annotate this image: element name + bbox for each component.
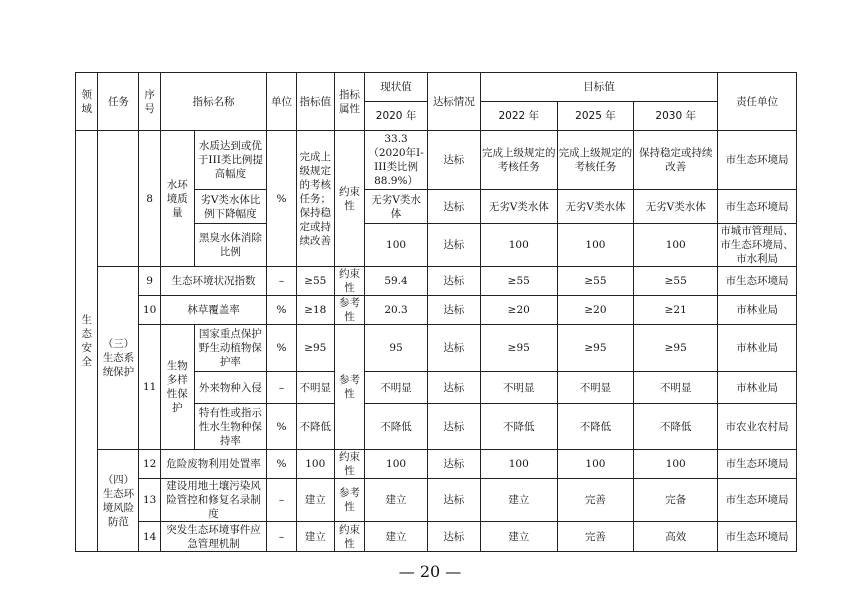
status-cell: 达标 xyxy=(427,296,480,325)
header-task: 任务 xyxy=(98,73,139,131)
target-2022: 建立 xyxy=(480,479,557,522)
status-cell: 达标 xyxy=(427,372,480,404)
header-current: 现状值 xyxy=(365,73,427,102)
current-value: 100 xyxy=(365,450,427,479)
target-2025: 完成上级规定的考核任务 xyxy=(557,131,634,190)
seq-cell: 10 xyxy=(139,296,160,325)
header-attribute: 指标属性 xyxy=(334,73,365,131)
indicator-name: 外来物种入侵 xyxy=(194,372,267,404)
responsible-dept: 市生态环境局 xyxy=(718,479,797,522)
indicator-value: ≥55 xyxy=(296,267,334,296)
status-cell: 达标 xyxy=(427,267,480,296)
responsible-dept: 市林业局 xyxy=(718,325,797,372)
current-value: 不降低 xyxy=(365,404,427,450)
attribute-cell: 参考性 xyxy=(334,325,365,450)
header-year-2020: 2020 年 xyxy=(365,102,427,131)
target-2022: 完成上级规定的考核任务 xyxy=(480,131,557,190)
seq-cell: 8 xyxy=(139,131,160,267)
indicator-name: 生态环境状况指数 xyxy=(160,267,266,296)
target-2025: 100 xyxy=(557,224,634,267)
current-value: 33.3（2020年I-III类比例88.9%） xyxy=(365,131,427,190)
target-2025: 完善 xyxy=(557,479,634,522)
target-2022: 100 xyxy=(480,450,557,479)
target-2025: 100 xyxy=(557,450,634,479)
current-value: 不明显 xyxy=(365,372,427,404)
indicator-name: 林草覆盖率 xyxy=(160,296,266,325)
indicator-name: 特有性或指示性水生物种保持率 xyxy=(194,404,267,450)
status-cell: 达标 xyxy=(427,404,480,450)
target-2022: 不降低 xyxy=(480,404,557,450)
target-2030: ≥21 xyxy=(634,296,718,325)
indicator-value: 100 xyxy=(296,450,334,479)
header-year-2022: 2022 年 xyxy=(480,102,557,131)
current-value: 20.3 xyxy=(365,296,427,325)
indicator-value: ≥95 xyxy=(296,325,334,372)
group-water: 水环境质量 xyxy=(160,131,194,267)
target-2030: 100 xyxy=(634,450,718,479)
target-2030: ≥55 xyxy=(634,267,718,296)
target-2025: 不降低 xyxy=(557,404,634,450)
status-cell: 达标 xyxy=(427,190,480,224)
status-cell: 达标 xyxy=(427,224,480,267)
target-2022: ≥20 xyxy=(480,296,557,325)
seq-cell: 11 xyxy=(139,325,160,450)
seq-cell: 14 xyxy=(139,522,160,552)
domain-cell: 生态安全 xyxy=(76,131,98,552)
responsible-dept: 市林业局 xyxy=(718,296,797,325)
current-value: 100 xyxy=(365,224,427,267)
header-year-2030: 2030 年 xyxy=(634,102,718,131)
target-2030: 不明显 xyxy=(634,372,718,404)
target-2025: 完善 xyxy=(557,522,634,552)
task-cell: （三）生态系统保护 xyxy=(98,267,139,450)
current-value: 无劣Ⅴ类水体 xyxy=(365,190,427,224)
attribute-cell: 约束性 xyxy=(334,522,365,552)
header-unit: 单位 xyxy=(267,73,297,131)
unit-cell: % xyxy=(267,325,297,372)
seq-cell: 9 xyxy=(139,267,160,296)
seq-cell: 13 xyxy=(139,479,160,522)
header-year-2025: 2025 年 xyxy=(557,102,634,131)
header-responsible: 责任单位 xyxy=(718,73,797,131)
unit-cell: – xyxy=(267,479,297,522)
target-2030: 完备 xyxy=(634,479,718,522)
indicator-name: 劣Ⅴ类水体比例下降幅度 xyxy=(194,190,267,224)
attribute-cell: 约束性 xyxy=(334,450,365,479)
attribute-cell: 参考性 xyxy=(334,479,365,522)
responsible-dept: 市生态环境局 xyxy=(718,267,797,296)
target-2025: 无劣Ⅴ类水体 xyxy=(557,190,634,224)
indicator-name: 黑臭水体消除比例 xyxy=(194,224,267,267)
header-domain: 领域 xyxy=(76,73,98,131)
responsible-dept: 市生态环境局 xyxy=(718,522,797,552)
indicator-name: 突发生态环境事件应急管理机制 xyxy=(160,522,266,552)
unit-cell: % xyxy=(267,296,297,325)
target-2022: 不明显 xyxy=(480,372,557,404)
attribute-cell: 参考性 xyxy=(334,296,365,325)
status-cell: 达标 xyxy=(427,325,480,372)
responsible-dept: 市生态环境局 xyxy=(718,450,797,479)
indicator-name: 水质达到或优于III类比例提高幅度 xyxy=(194,131,267,190)
indicator-value: 完成上级规定的考核任务；保持稳定或持续改善 xyxy=(296,131,334,267)
indicator-name: 建设用地土壤污染风险管控和修复名录制度 xyxy=(160,479,266,522)
current-value: 建立 xyxy=(365,479,427,522)
unit-cell: % xyxy=(267,131,297,267)
target-2022: 100 xyxy=(480,224,557,267)
task-cell-blank xyxy=(98,131,139,267)
status-cell: 达标 xyxy=(427,479,480,522)
responsible-dept: 市城市管理局、市生态环境局、市水利局 xyxy=(718,224,797,267)
target-2030: 保持稳定或持续改善 xyxy=(634,131,718,190)
indicator-value: ≥18 xyxy=(296,296,334,325)
header-status: 达标情况 xyxy=(427,73,480,131)
header-seq: 序号 xyxy=(139,73,160,131)
unit-cell: – xyxy=(267,522,297,552)
target-2025: ≥95 xyxy=(557,325,634,372)
current-value: 建立 xyxy=(365,522,427,552)
target-2030: 无劣Ⅴ类水体 xyxy=(634,190,718,224)
attribute-cell: 约束性 xyxy=(334,267,365,296)
target-2025: ≥20 xyxy=(557,296,634,325)
indicator-value: 不降低 xyxy=(296,404,334,450)
indicator-value: 不明显 xyxy=(296,372,334,404)
responsible-dept: 市农业农村局 xyxy=(718,404,797,450)
page-number: — 20 — xyxy=(398,562,462,581)
target-2022: 建立 xyxy=(480,522,557,552)
responsible-dept: 市生态环境局 xyxy=(718,190,797,224)
status-cell: 达标 xyxy=(427,522,480,552)
target-2025: ≥55 xyxy=(557,267,634,296)
current-value: 95 xyxy=(365,325,427,372)
status-cell: 达标 xyxy=(427,450,480,479)
group-biodiversity: 生物多样性保护 xyxy=(160,325,194,450)
header-target: 目标值 xyxy=(480,73,717,102)
unit-cell: – xyxy=(267,372,297,404)
target-2022: ≥55 xyxy=(480,267,557,296)
indicator-value: 建立 xyxy=(296,479,334,522)
unit-cell: – xyxy=(267,267,297,296)
indicator-value: 建立 xyxy=(296,522,334,552)
unit-cell: % xyxy=(267,404,297,450)
target-2030: 不降低 xyxy=(634,404,718,450)
task-cell: （四）生态环境风险防范 xyxy=(98,450,139,552)
target-2030: 高效 xyxy=(634,522,718,552)
unit-cell: % xyxy=(267,450,297,479)
status-cell: 达标 xyxy=(427,131,480,190)
target-2022: 无劣Ⅴ类水体 xyxy=(480,190,557,224)
header-indicator-value: 指标值 xyxy=(296,73,334,131)
target-2022: ≥95 xyxy=(480,325,557,372)
header-indicator-name: 指标名称 xyxy=(160,73,266,131)
target-2030: 100 xyxy=(634,224,718,267)
responsible-dept: 市生态环境局 xyxy=(718,131,797,190)
current-value: 59.4 xyxy=(365,267,427,296)
target-2025: 不明显 xyxy=(557,372,634,404)
indicator-name: 危险废物利用处置率 xyxy=(160,450,266,479)
target-2030: ≥95 xyxy=(634,325,718,372)
responsible-dept: 市林业局 xyxy=(718,372,797,404)
attribute-cell: 约束性 xyxy=(334,131,365,267)
seq-cell: 12 xyxy=(139,450,160,479)
indicator-name: 国家重点保护野生动植物保护率 xyxy=(194,325,267,372)
indicator-table xyxy=(75,72,797,552)
